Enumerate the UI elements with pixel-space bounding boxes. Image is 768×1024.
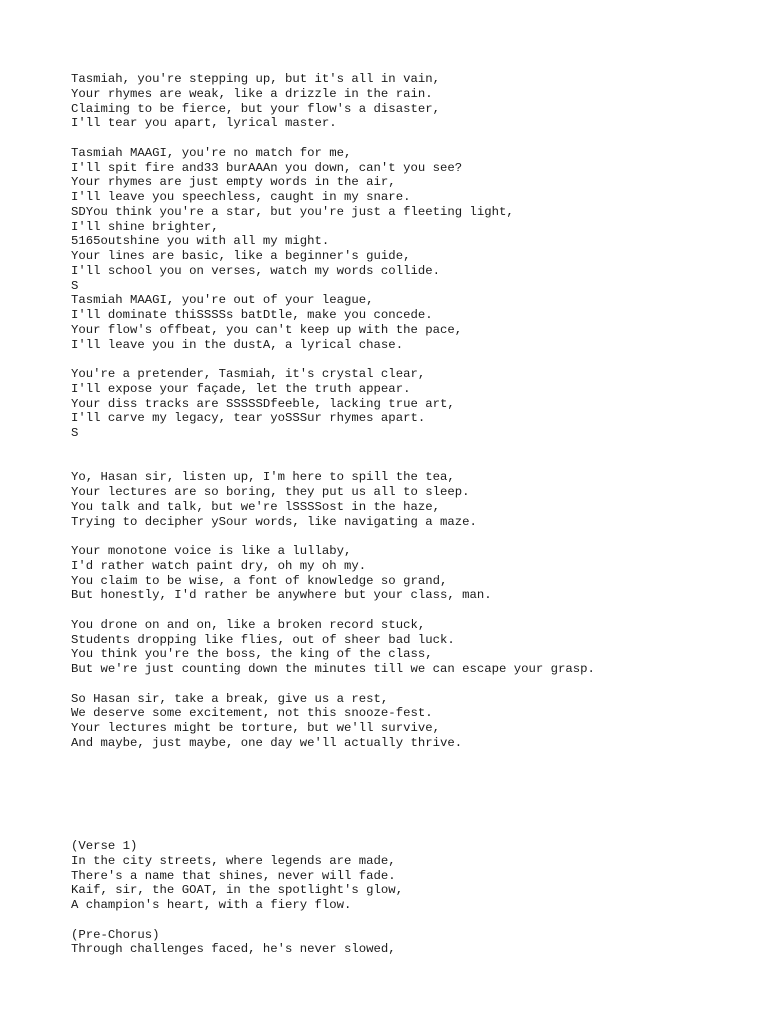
text-line: I'll expose your façade, let the truth appear.	[71, 381, 411, 396]
text-line: In the city streets, where legends are made,	[71, 853, 396, 868]
text-line: Your rhymes are weak, like a drizzle in the rain.	[71, 86, 433, 101]
text-line: I'd rather watch paint dry, oh my oh my.	[71, 558, 367, 573]
text-line: Through challenges faced, he's never slowed,	[71, 942, 396, 957]
text-line: I'll leave you speechless, caught in my snare.	[71, 190, 411, 204]
text-line: Your lectures are so boring, they put us all to sleep.	[71, 485, 470, 499]
text-line: So Hasan sir, take a break, give us a rest,	[71, 691, 389, 706]
text-line: Your flow's offbeat, you can't keep up with the pace,	[71, 322, 463, 337]
blank-line	[71, 751, 751, 766]
text-line: Your lectures might be torture, but we'll survive,	[71, 721, 440, 735]
blank-line	[71, 456, 751, 471]
text-line: I'll carve my legacy, tear yoSSSur rhymes apart.	[71, 411, 426, 426]
text-line: I'll leave you in the dustA, a lyrical chase.	[71, 337, 404, 352]
text-line: A champion's heart, with a fiery flow.	[71, 898, 352, 912]
blank-line	[71, 795, 751, 810]
blank-line	[71, 352, 751, 367]
lyrics-text-block	[71, 72, 751, 957]
text-line: And maybe, just maybe, one day we'll actually thrive.	[71, 735, 463, 750]
text-line: (Pre-Chorus)	[71, 927, 160, 942]
text-line: You talk and talk, but we're lSSSSost in the haze,	[71, 499, 440, 514]
blank-line	[71, 441, 751, 456]
text-line: You claim to be wise, a font of knowledge so grand,	[71, 573, 448, 588]
text-line: There's a name that shines, never will fade.	[71, 868, 396, 883]
text-line: Tasmiah MAAGI, you're no match for me,	[71, 145, 352, 160]
blank-line	[71, 913, 751, 928]
text-line: I'll shine brighter,	[71, 219, 219, 234]
text-line: Your rhymes are just empty words in the air,	[71, 175, 396, 190]
text-line: Trying to decipher ySour words, like navigating a maze.	[71, 514, 477, 529]
text-line: Your diss tracks are SSSSSDfeeble, lacking true art,	[71, 396, 455, 411]
text-line: But we're just counting down the minutes till we can escape your grasp.	[71, 662, 595, 676]
blank-line	[71, 765, 751, 780]
text-line: Your monotone voice is like a lullaby,	[71, 544, 352, 558]
text-line: You drone on and on, like a broken record stuck,	[71, 617, 426, 632]
blank-line	[71, 131, 751, 146]
text-line: Claiming to be fierce, but your flow's a disaster,	[71, 101, 440, 116]
text-line: SDYou think you're a star, but you're just a fleeting light,	[71, 204, 514, 219]
text-line: I'll tear you apart, lyrical master.	[71, 116, 337, 131]
text-line: S	[71, 426, 79, 440]
text-line: Yo, Hasan sir, listen up, I'm here to spill the tea,	[71, 470, 455, 485]
blank-line	[71, 529, 751, 544]
text-line: 5165outshine you with all my might.	[71, 234, 330, 249]
text-line: You're a pretender, Tasmiah, it's crystal clear,	[71, 367, 426, 381]
blank-line	[71, 780, 751, 795]
blank-line	[71, 677, 751, 692]
text-line: I'll dominate thiSSSSs batDtle, make you concede.	[71, 308, 433, 322]
text-line: Tasmiah MAAGI, you're out of your league,	[71, 293, 374, 308]
blank-line	[71, 810, 751, 825]
text-line: I'll spit fire and33 burAAAn you down, can't you see?	[71, 160, 463, 175]
text-line: We deserve some excitement, not this snooze-fest.	[71, 706, 433, 721]
text-line: Students dropping like flies, out of sheer bad luck.	[71, 632, 455, 647]
text-line: (Verse 1)	[71, 839, 138, 853]
text-line: You think you're the boss, the king of the class,	[71, 647, 433, 662]
text-line: But honestly, I'd rather be anywhere but your class, man.	[71, 588, 492, 603]
blank-line	[71, 603, 751, 618]
text-line: Tasmiah, you're stepping up, but it's all in vain,	[71, 72, 440, 86]
text-line: S	[71, 278, 79, 293]
text-line: Your lines are basic, like a beginner's guide,	[71, 249, 411, 263]
text-line: I'll school you on verses, watch my words collide.	[71, 263, 440, 278]
text-line: Kaif, sir, the GOAT, in the spotlight's glow,	[71, 883, 404, 898]
blank-line	[71, 824, 751, 839]
